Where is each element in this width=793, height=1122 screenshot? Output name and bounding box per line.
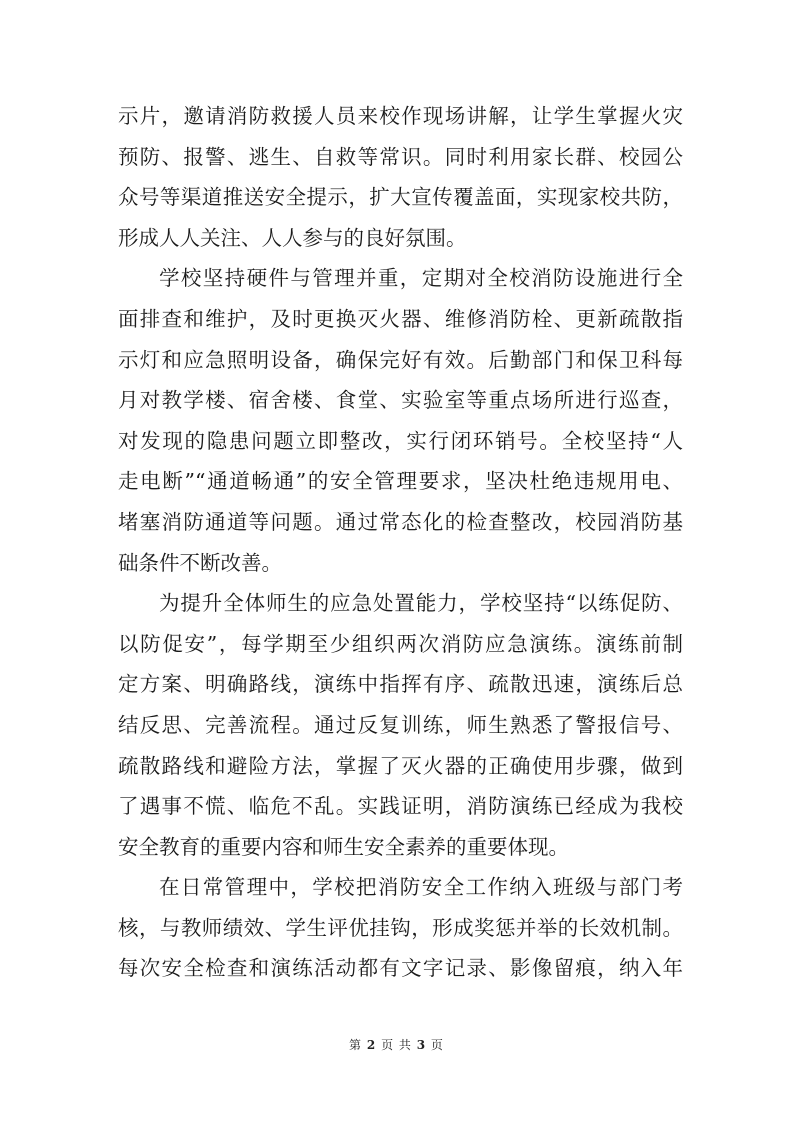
text-line: 预防、报警、逃生、自救等常识。同时利用家长群、校园公: [118, 144, 683, 169]
text-line: 示片，邀请消防救援人员来校作现场讲解，让学生掌握火灾: [118, 104, 683, 128]
text-line: 走电断”“通道畅通”的安全管理要求，坚决杜绝违规用电、: [118, 469, 683, 494]
footer-suffix: 页: [430, 1038, 444, 1052]
text-line: 核，与教师绩效、学生评优挂钩，形成奖惩并举的长效机制。: [118, 915, 683, 940]
page-footer: [0, 1036, 793, 1053]
body-text: [118, 96, 683, 989]
paragraph-first-line: 在日常管理中，学校把消防安全工作纳入班级与部门考: [159, 875, 683, 900]
footer-page-number: 2: [366, 1038, 377, 1052]
text-line: 形成人人关注、人人参与的良好氛围。: [118, 225, 467, 250]
text-line: 月对教学楼、宿舍楼、食堂、实验室等重点场所进行巡查，: [118, 388, 683, 413]
text-line: 众号等渠道推送安全提示，扩大宣传覆盖面，实现家校共防，: [118, 185, 683, 210]
paragraph-first-line: 为提升全体师生的应急处置能力，学校坚持“以练促防、: [159, 591, 683, 616]
text-line: 堵塞消防通道等问题。通过常态化的检查整改，校园消防基: [118, 509, 683, 534]
footer-total-pages: 3: [416, 1038, 427, 1052]
text-line: 每次安全检查和演练活动都有文字记录、影像留痕，纳入年: [118, 956, 683, 981]
footer-prefix: 第: [349, 1038, 363, 1052]
text-line: 安全教育的重要内容和师生安全素养的重要体现。: [118, 834, 569, 859]
text-line: 了遇事不慌、临危不乱。实践证明，消防演练已经成为我校: [118, 794, 683, 819]
text-line: 础条件不断改善。: [118, 550, 282, 575]
text-line: 以防促安”，每学期至少组织两次消防应急演练。演练前制: [118, 631, 683, 656]
footer-middle: 页 共: [381, 1038, 412, 1052]
text-line: 结反思、完善流程。通过反复训练，师生熟悉了警报信号、: [118, 712, 683, 737]
text-line: 示灯和应急照明设备，确保完好有效。后勤部门和保卫科每: [118, 347, 683, 372]
paragraph-first-line: 学校坚持硬件与管理并重，定期对全校消防设施进行全: [159, 266, 683, 291]
text-line: 对发现的隐患问题立即整改，实行闭环销号。全校坚持“人: [118, 428, 683, 453]
text-line: 定方案、明确路线，演练中指挥有序、疏散迅速，演练后总: [118, 672, 683, 697]
text-line: 面排查和维护，及时更换灭火器、维修消防栓、更新疏散指: [118, 306, 683, 331]
text-line: 疏散路线和避险方法，掌握了灭火器的正确使用步骤，做到: [118, 753, 683, 778]
